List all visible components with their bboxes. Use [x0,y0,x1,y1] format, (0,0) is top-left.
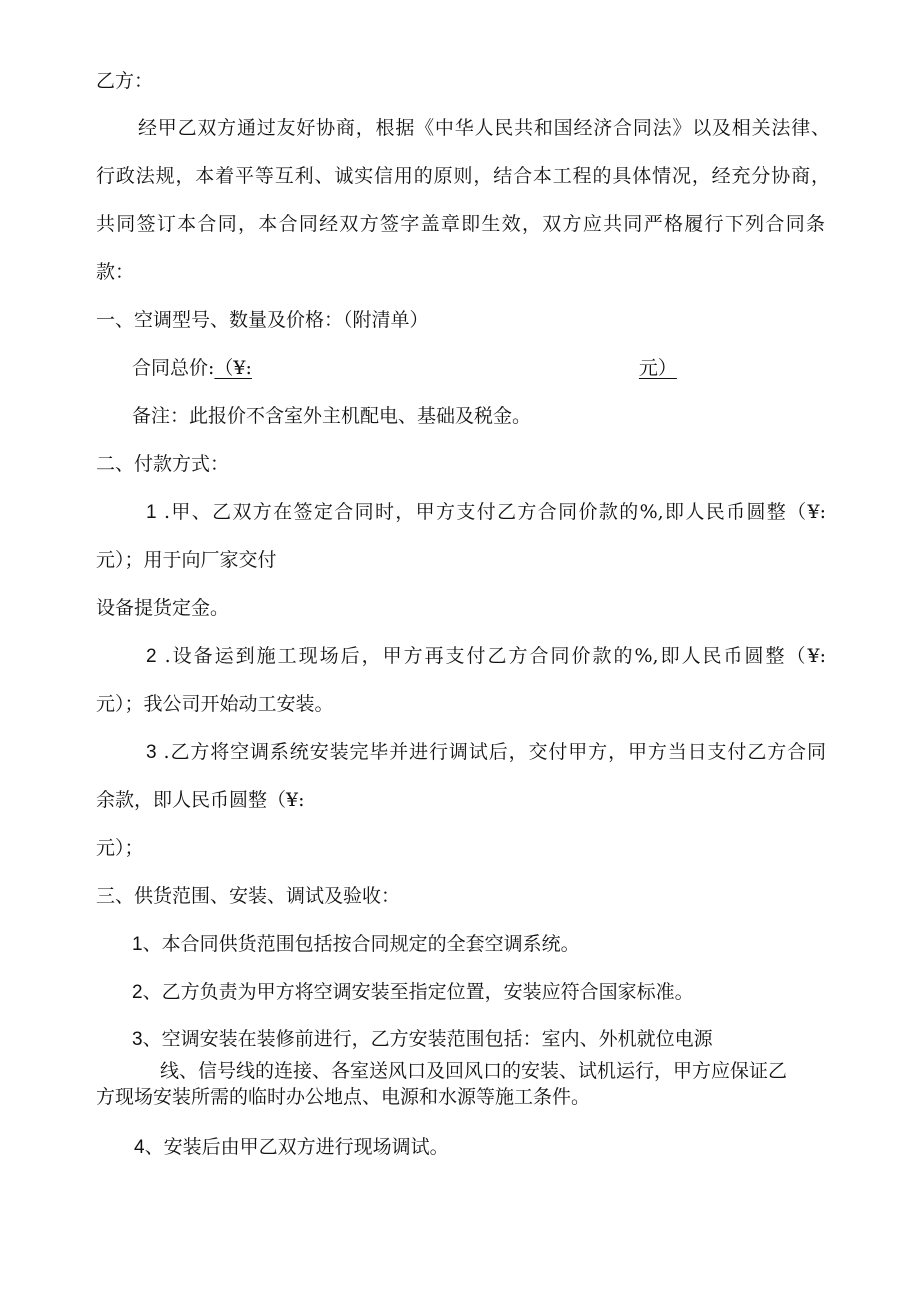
scope-item-3-line-3: 方现场安装所需的临时办公地点、电源和水源等施工条件。 [96,1086,591,1108]
intro-line-1: 经甲乙双方通过友好协商，根据《中华人民共和国经济合同法》以及相关法律、 [138,117,830,139]
scope-item-1 [132,932,580,957]
scope-item-4-text: 、安装后由甲乙双方进行现场调试。 [144,1136,449,1158]
payment-item-2-line-1 [146,644,826,669]
intro-line-2: 行政法规，本着平等互利、诚实信用的原则，结合本工程的具体情况，经充分协商， [96,165,830,187]
scope-item-1-number: 1 [132,934,143,955]
payment-item-2-number: 2 [146,646,157,667]
payment-item-3-line-3: 元）； [96,837,144,859]
scope-item-2 [132,980,694,1005]
payment-item-2-line-2: 元）；我公司开始动工安装。 [96,693,334,715]
section-2-heading: 二、付款方式： [96,453,230,475]
contract-total-blank [214,357,677,379]
section-3-heading: 三、供货范围、安装、调试及验收： [96,885,401,907]
party-b-label: 乙方： [96,70,154,92]
payment-item-3-text: .乙方将空调系统安装完毕并进行调试后，交付甲方，甲方当日支付乙方合同 [163,741,826,763]
payment-item-1-text: .甲、乙双方在签定合同时，甲方支付乙方合同价款的%,即人民币圆整（¥: [163,501,827,523]
payment-item-3-line-2: 余款，即人民币圆整（¥: [96,789,305,811]
payment-item-1-line-3: 设备提货定金。 [96,597,230,619]
scope-item-3-line-2: 线、信号线的连接、各室送风口及回风口的安装、试机运行，甲方应保证乙 [160,1060,788,1082]
scope-item-2-number: 2 [132,982,143,1003]
scope-item-4-number: 4 [134,1137,145,1158]
payment-item-3-number: 3 [146,742,157,763]
scope-item-1-text: 、本合同供货范围包括按合同规定的全套空调系统。 [142,933,580,955]
payment-item-3-line-1 [146,740,826,765]
section-1-heading: 一、空调型号、数量及价格：（附清单） [96,309,429,331]
payment-item-1-line-2: 元）；用于向厂家交付 [96,549,277,571]
contract-total-close: 元） [638,357,677,379]
scope-item-4 [134,1135,449,1160]
contract-total-label: 合同总价: [132,357,215,379]
payment-item-2-text: .设备运到施工现场后，甲方再支付乙方合同价款的%,即人民币圆整（¥: [164,645,827,667]
payment-item-1-number: 1 [146,502,157,523]
contract-total-open: （¥: [214,357,252,379]
scope-item-2-text: 、乙方负责为甲方将空调安装至指定位置，安装应符合国家标准。 [142,981,694,1003]
scope-item-3-text: 、空调安装在装修前进行，乙方安装范围包括：室内、外机就位电源 [142,1028,713,1050]
section-1-note: 备注：此报价不含室外主机配电、基础及税金。 [132,405,532,427]
intro-line-3: 共同签订本合同，本合同经双方签字盖章即生效，双方应共同严格履行下列合同条 [96,213,825,235]
payment-item-1-line-1 [146,500,826,525]
scope-item-3-line-1 [132,1027,713,1052]
intro-line-4: 款： [96,261,135,283]
scope-item-3-number: 3 [132,1029,143,1050]
contract-total-row [132,356,677,380]
